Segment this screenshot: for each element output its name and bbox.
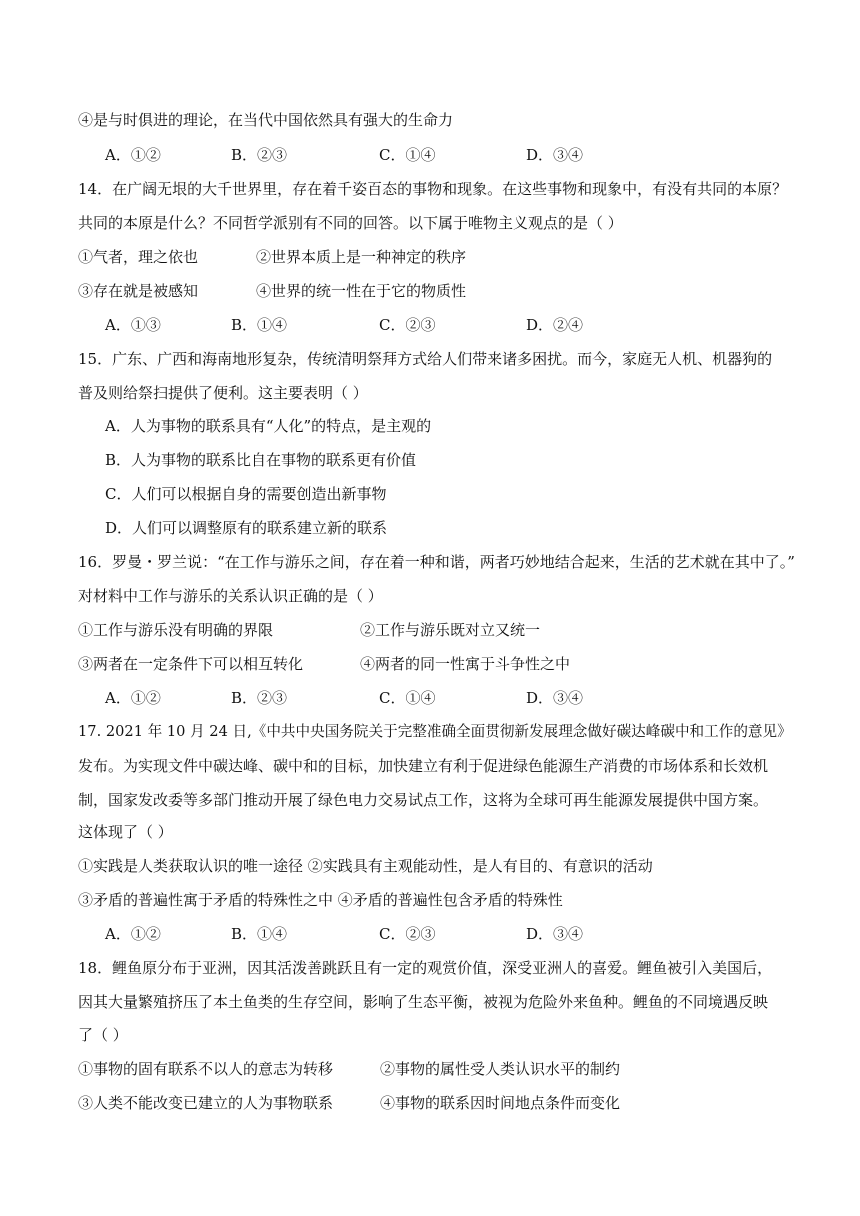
q14-stem-line-1: 14．在广阔无垠的大千世界里，存在着千姿百态的事物和现象。在这些事物和现象中，有没有共同的本原？ [78,180,788,198]
q17-option-a: A．①② [105,925,161,943]
q18-stem-line-3: 了（ ） [78,1026,128,1044]
q13-option-a: A．①② [105,146,161,164]
q16-option-c: C．①④ [379,689,436,707]
q15-stem-line-1: 15．广东、广西和海南地形复杂，传统清明祭拜方式给人们带来诸多困扰。而今，家庭无人机、机器狗的 [78,350,773,368]
q15-stem-line-2: 普及则给祭扫提供了便利。这主要表明（ ） [78,384,368,402]
q15-choice-b: B．人为事物的联系比自在事物的联系更有价值 [105,451,417,469]
q17-items-row-1: ①实践是人类获取认识的唯一途径 ②实践具有主观能动性，是人有目的、有意识的活动 [78,857,653,875]
q14-option-d: D．②④ [526,316,584,334]
q17-options [105,924,705,944]
q18-stem-line-1: 18．鲤鱼原分布于亚洲，因其活泼善跳跃且有一定的观赏价值，深受亚洲人的喜爱。鲤鱼被引入美国后， [78,959,773,977]
q18-items-row-1 [78,1059,778,1079]
q13-option-b: B．②③ [231,146,288,164]
q14-option-b: B．①④ [231,316,288,334]
q16-items-row-2 [78,654,778,674]
q13-item-4: ④是与时俱进的理论，在当代中国依然具有强大的生命力 [78,111,454,129]
q17-stem-line-4: 这体现了（ ） [78,823,173,841]
q16-options [105,688,705,708]
q16-option-b: B．②③ [231,689,288,707]
q16-item-4: ④两者的同一性寓于斗争性之中 [360,655,571,673]
q14-item-1: ①气者，理之依也 [78,248,199,266]
q15-choice-c: C．人们可以根据自身的需要创造出新事物 [105,485,387,503]
q16-option-a: A．①② [105,689,161,707]
q14-item-3: ③存在就是被感知 [78,282,199,300]
q17-option-c: C．②③ [379,925,436,943]
q17-stem-line-3: 制，国家发改委等多部门推动开展了绿色电力交易试点工作，这将为全球可再生能源发展提供中国方案。 [78,791,769,809]
q17-option-d: D．③④ [526,925,584,943]
q17-stem-line-2: 发布。为实现文件中碳达峰、碳中和的目标，加快建立有利于促进绿色能源生产消费的市场体系和长效机 [78,757,769,775]
q13-option-d: D．③④ [526,146,584,164]
q14-option-c: C．②③ [379,316,436,334]
q13-options [105,145,705,165]
q14-item-4: ④世界的统一性在于它的物质性 [256,282,467,300]
q18-stem-line-2: 因其大量繁殖挤压了本土鱼类的生存空间，影响了生态平衡，被视为危险外来鱼种。鲤鱼的不同境遇反映 [78,993,769,1011]
q18-item-2: ②事物的属性受人类认识水平的制约 [380,1060,621,1078]
q18-items-row-2 [78,1093,778,1113]
q17-items-row-2: ③矛盾的普遍性寓于矛盾的特殊性之中 ④矛盾的普遍性包含矛盾的特殊性 [78,891,563,909]
q13-option-c: C．①④ [379,146,436,164]
q17-stem-line-1: 17. 2021 年 10 月 24 日,《中共中央国务院关于完整准确全面贯彻新发展理念做好碳达峰碳中和工作的意见》 [78,723,792,740]
q16-item-2: ②工作与游乐既对立又统一 [360,621,541,639]
q17-option-b: B．①④ [231,925,288,943]
q14-options [105,315,705,335]
q16-item-3: ③两者在一定条件下可以相互转化 [78,655,304,673]
q15-choice-a: A．人为事物的联系具有“人化”的特点，是主观的 [105,417,432,435]
q16-stem-line-2: 对材料中工作与游乐的关系认识正确的是（ ） [78,587,383,605]
q16-items-row-1 [78,620,778,640]
q16-item-1: ①工作与游乐没有明确的界限 [78,621,274,639]
q18-item-3: ③人类不能改变已建立的人为事物联系 [78,1094,334,1112]
q18-item-1: ①事物的固有联系不以人的意志为转移 [78,1060,334,1078]
q14-stem-line-2: 共同的本原是什么？不同哲学派别有不同的回答。以下属于唯物主义观点的是（ ） [78,214,623,232]
q18-item-4: ④事物的联系因时间地点条件而变化 [380,1094,621,1112]
q15-choice-d: D．人们可以调整原有的联系建立新的联系 [105,519,388,537]
q16-option-d: D．③④ [526,689,584,707]
q14-items-row-1 [78,247,778,267]
q14-items-row-2 [78,281,778,301]
q14-item-2: ②世界本质上是一种神定的秩序 [256,248,467,266]
q14-option-a: A．①③ [105,316,161,334]
q16-stem-line-1: 16．罗曼・罗兰说：“在工作与游乐之间，存在着一种和谐，两者巧妙地结合起来，生活的艺术就在其中了。” [78,553,795,571]
